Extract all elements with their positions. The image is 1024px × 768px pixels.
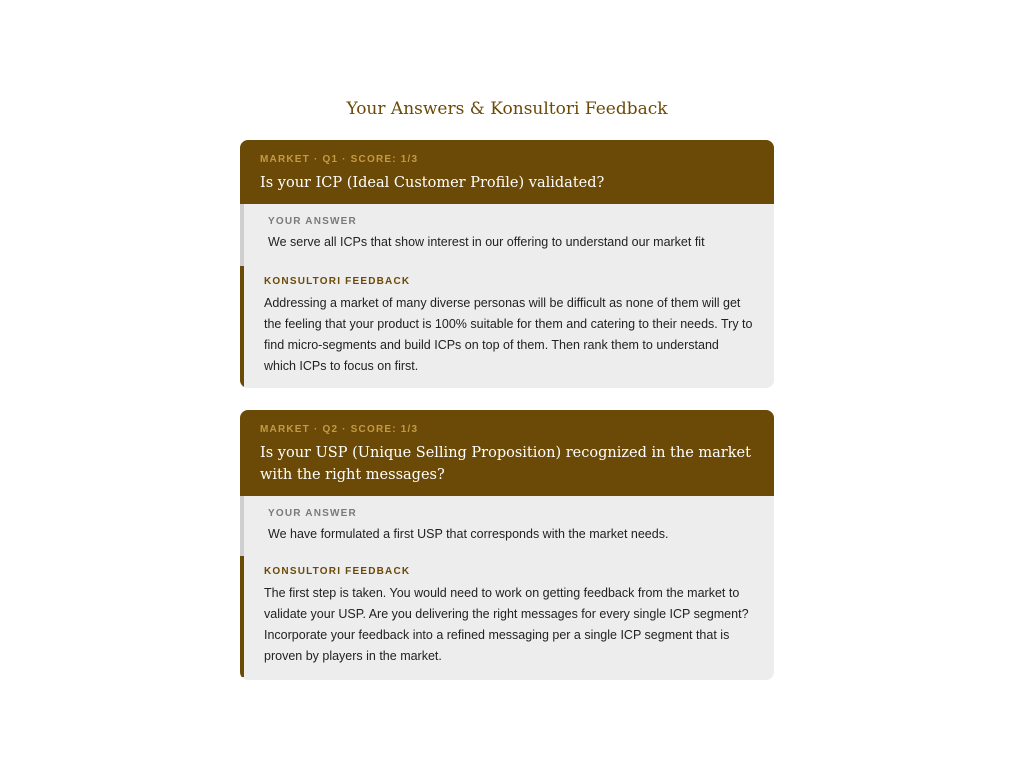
feedback-section <box>240 556 774 677</box>
feedback-label: KONSULTORI FEEDBACK <box>264 566 411 577</box>
page-title: Your Answers & Konsultori Feedback <box>346 99 668 119</box>
card-question: Is your ICP (Ideal Customer Profile) validated? <box>260 175 605 191</box>
feedback-text: Addressing a market of many diverse personas will be difficult as none of them will get the feeling that your product is 100% suitable for them and catering to their needs. Try to find micro-segments and build ICPs on top of them. Then rank them to understand which ICPs to focus on first. <box>264 296 753 373</box>
feedback-text: The first step is taken. You would need to work on getting feedback from the market to validate your USP. Are you delivering the right messages for every single ICP segment? Incorporate your feedback into a refined messaging per a single ICP segment that is proven by players in the market. <box>264 586 749 663</box>
feedback-label: KONSULTORI FEEDBACK <box>264 276 411 287</box>
answer-text: We have formulated a first USP that corresponds with the market needs. <box>268 527 669 541</box>
answer-text: We serve all ICPs that show interest in our offering to understand our market fit <box>268 235 705 249</box>
card-question: Is your USP (Unique Selling Proposition) recognized in the market with the right messages? <box>260 445 751 483</box>
feedback-card <box>240 140 774 388</box>
card-meta: MARKET · Q2 · SCORE: 1/3 <box>260 424 419 435</box>
answer-section <box>240 496 774 556</box>
card-header <box>240 140 774 204</box>
answer-section <box>240 204 774 266</box>
card-header <box>240 410 774 496</box>
card-meta: MARKET · Q1 · SCORE: 1/3 <box>260 154 419 165</box>
feedback-section <box>240 266 774 387</box>
answer-label: YOUR ANSWER <box>268 508 357 519</box>
feedback-card <box>240 410 774 680</box>
answer-label: YOUR ANSWER <box>268 216 357 227</box>
